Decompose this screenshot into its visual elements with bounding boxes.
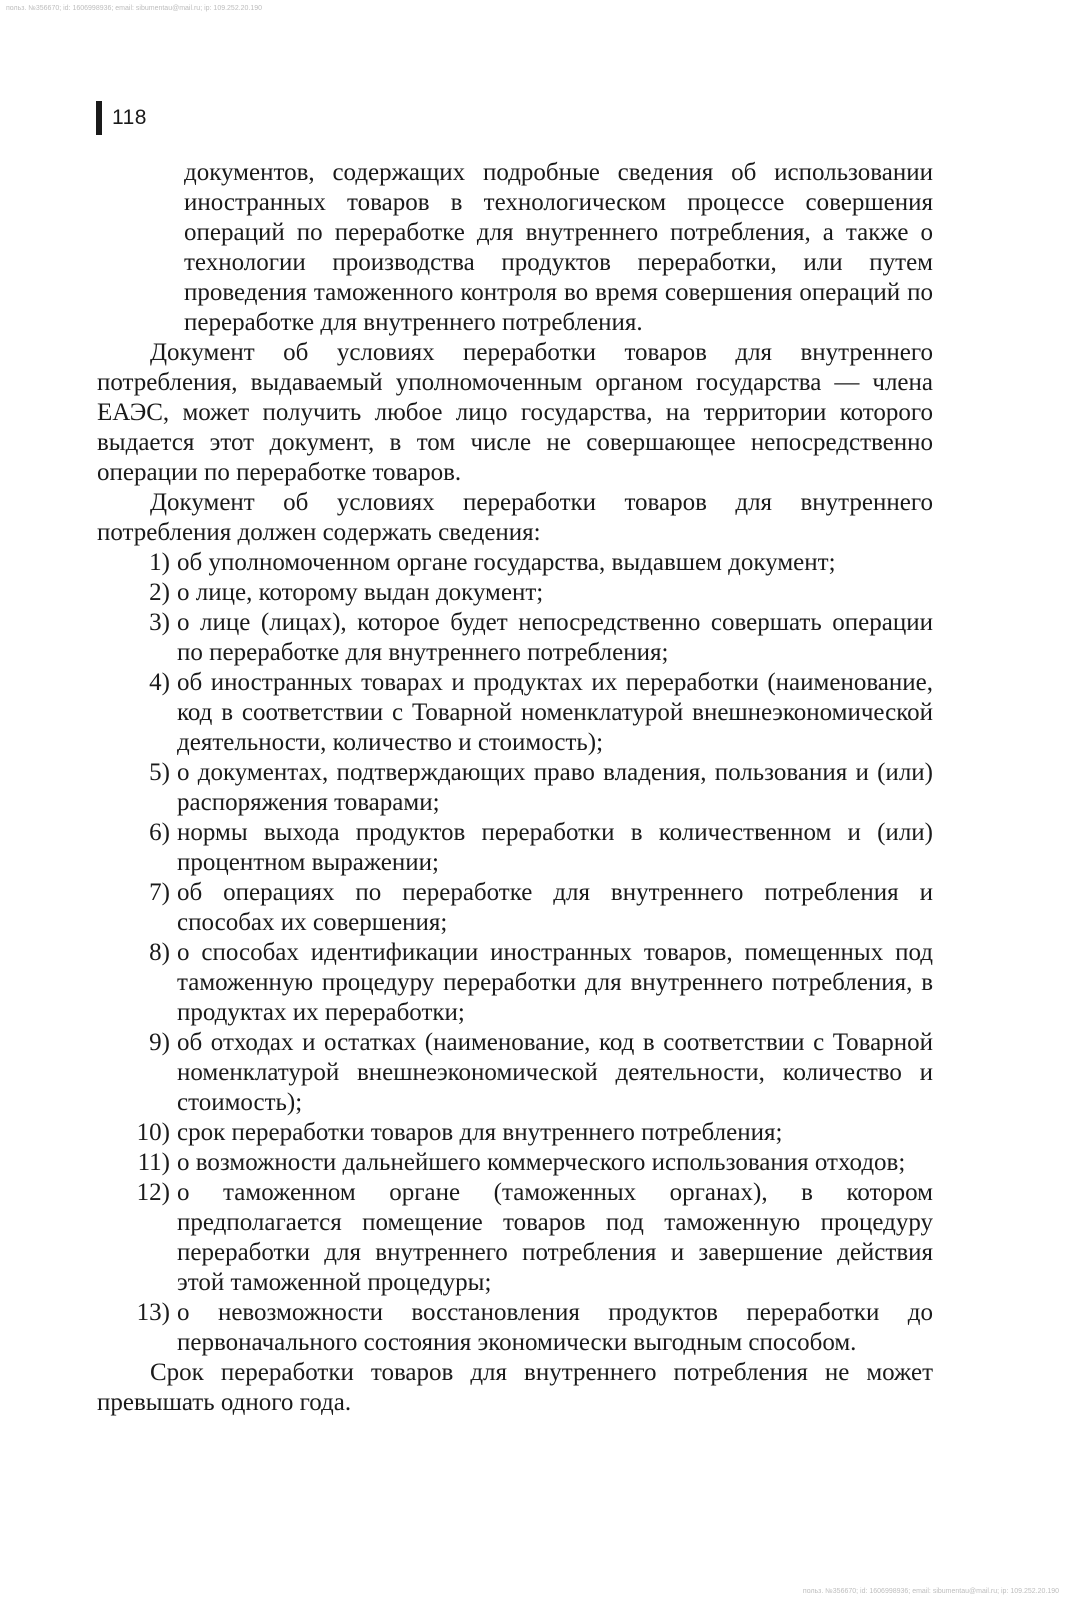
page-number-bar xyxy=(96,101,102,135)
list-item xyxy=(97,1178,933,1298)
list-item xyxy=(97,1118,933,1148)
watermark-top: польз. №356670; id: 1606998936; email: sibumentau@mail.ru; ip: 109.252.20.190 xyxy=(6,5,263,12)
list-item-text: о способах идентификации иностранных товаров, помещенных под таможенную процедуру переработки для внутреннего потребления, в продуктах их переработки; xyxy=(177,939,933,1026)
list-item-number: 4) xyxy=(149,669,170,696)
list-item-number: 8) xyxy=(149,939,170,966)
list-item xyxy=(97,668,933,758)
list-item-text: нормы выхода продуктов переработки в количественном и (или) процентном выражении; xyxy=(177,819,933,876)
list-item-number: 9) xyxy=(149,1029,170,1056)
list-item-number: 3) xyxy=(149,609,170,636)
list-item-number: 2) xyxy=(149,579,170,606)
list-item-text: о таможенном органе (таможенных органах), в котором предполагается помещение товаров под таможенную процедуру переработки для внутреннего потребления и завершение действия этой таможенной процедуры; xyxy=(177,1179,933,1296)
list-item xyxy=(97,1028,933,1118)
list-item-number: 7) xyxy=(149,879,170,906)
list-item-text: срок переработки товаров для внутреннего потребления; xyxy=(177,1119,783,1146)
watermark-bottom: польз. №356670; id: 1606998936; email: sibumentau@mail.ru; ip: 109.252.20.190 xyxy=(802,1588,1059,1595)
list-item-number: 6) xyxy=(149,819,170,846)
list-item-number: 11) xyxy=(137,1149,170,1176)
list-item-text: о невозможности восстановления продуктов переработки до первоначального состояния экономически выгодным способом. xyxy=(177,1299,933,1356)
requirements-list xyxy=(97,548,933,1358)
list-item-text: об иностранных товарах и продуктах их переработки (наименование, код в соответствии с Товарной номенклатурой внешнеэкономической деятельности, количество и стоимость); xyxy=(177,669,933,756)
list-item xyxy=(97,608,933,668)
list-item xyxy=(97,878,933,938)
list-item-number: 13) xyxy=(136,1299,170,1326)
list-item-text: о возможности дальнейшего коммерческого использования отходов; xyxy=(177,1149,906,1176)
list-item xyxy=(97,578,933,608)
list-item-number: 1) xyxy=(149,549,170,576)
paragraph-processing-term: Срок переработки товаров для внутреннего потребления не может превышать одного года. xyxy=(97,1359,933,1416)
list-item xyxy=(97,818,933,878)
list-item xyxy=(97,938,933,1028)
list-item-text: о документах, подтверждающих право владения, пользования и (или) распоряжения товарами; xyxy=(177,759,933,816)
list-item-text: об операциях по переработке для внутреннего потребления и способах их совершения; xyxy=(177,879,933,936)
list-item-number: 12) xyxy=(136,1179,170,1206)
list-item xyxy=(97,1298,933,1358)
paragraph-document-recipient: Документ об условиях переработки товаров для внутреннего потребления, выдаваемый уполномоченным органом государства — члена ЕАЭС, может получить любое лицо государства, на территории которого выдается этот документ, в том числе не совершающее непосредственно операции по переработке товаров. xyxy=(97,339,933,486)
continuation-paragraph: документов, содержащих подробные сведения об использовании иностранных товаров в технологическом процессе совершения операций по переработке для внутреннего потребления, а также о технологии производства продуктов переработки, или путем проведения таможенного контроля во время совершения операций по переработке для внутреннего потребления. xyxy=(184,159,933,336)
list-item-number: 10) xyxy=(136,1119,170,1146)
list-item xyxy=(97,1148,933,1178)
list-item-text: о лице (лицах), которое будет непосредственно совершать операции по переработке для внутреннего потребления; xyxy=(177,609,933,666)
list-item xyxy=(97,758,933,818)
list-item-text: об уполномоченном органе государства, выдавшем документ; xyxy=(177,549,836,576)
page-header xyxy=(96,101,147,135)
page-number: 118 xyxy=(112,106,147,129)
list-item xyxy=(97,548,933,578)
list-item-text: об отходах и остатках (наименование, код в соответствии с Товарной номенклатурой внешнеэкономической деятельности, количество и стоимость); xyxy=(177,1029,933,1116)
paragraph-document-contents: Документ об условиях переработки товаров для внутреннего потребления должен содержать сведения: xyxy=(97,489,933,546)
list-item-text: о лице, которому выдан документ; xyxy=(177,579,544,606)
page-body xyxy=(97,158,933,1418)
list-item-number: 5) xyxy=(149,759,170,786)
